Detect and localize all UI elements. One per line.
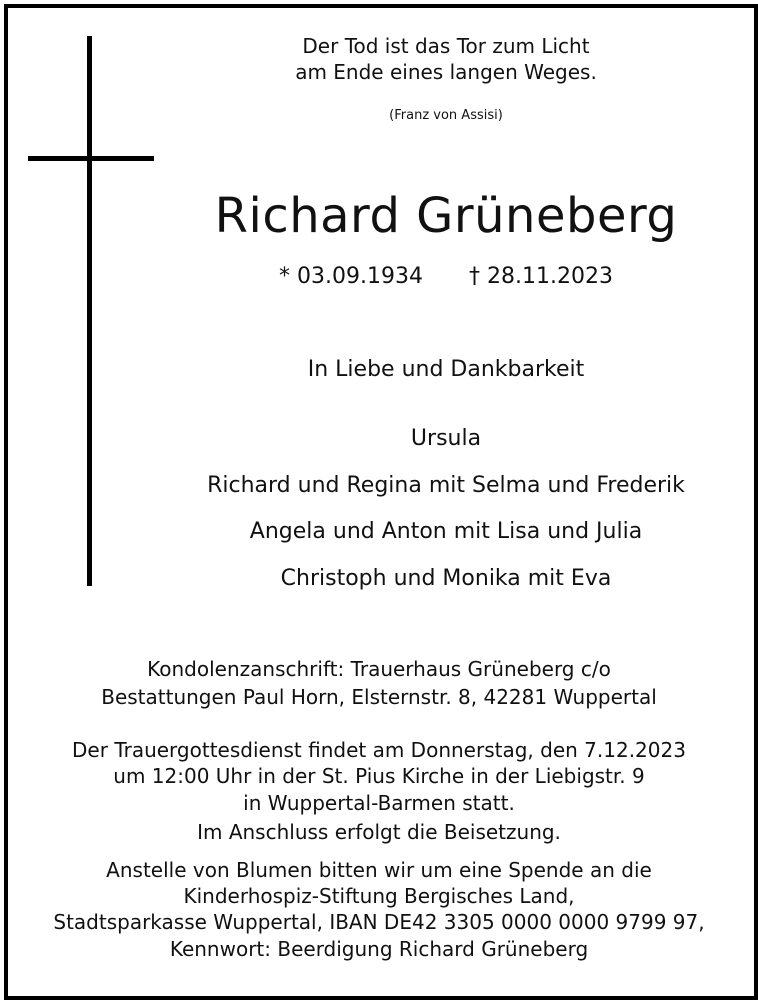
mourner-line: Richard und Regina mit Selma und Frederik [207, 473, 685, 498]
cross-horizontal-bar [28, 156, 154, 161]
service-info-line: in Wuppertal-Barmen statt. [243, 791, 515, 815]
condolence-address-line: Kondolenzanschrift: Trauerhaus Grüneberg c/o [147, 657, 611, 681]
quote-line-2: am Ende eines langen Weges. [295, 60, 597, 84]
donation-info-line: Kinderhospiz-Stiftung Bergisches Land, [183, 884, 575, 908]
condolence-address-line: Bestattungen Paul Horn, Elsternstr. 8, 42281 Wuppertal [101, 685, 657, 709]
service-info-line: Im Anschluss erfolgt die Beisetzung. [197, 820, 561, 844]
birth-date: * 03.09.1934 [279, 264, 423, 289]
service-info-line: um 12:00 Uhr in der St. Pius Kirche in der Liebigstr. 9 [113, 764, 645, 788]
quote-author: (Franz von Assisi) [389, 108, 503, 123]
cross-vertical-bar [87, 36, 92, 586]
dedication: In Liebe und Dankbarkeit [307, 357, 585, 382]
donation-info-line: Anstelle von Blumen bitten wir um eine Spende an die [106, 858, 652, 882]
donation-info-line: Stadtsparkasse Wuppertal, IBAN DE42 3305 0000 0000 9799 97, [53, 910, 705, 934]
service-info-line: Der Trauergottesdienst findet am Donnerstag, den 7.12.2023 [72, 738, 686, 762]
mourner-line: Angela und Anton mit Lisa und Julia [249, 519, 643, 544]
donation-info-line: Kennwort: Beerdigung Richard Grüneberg [169, 937, 589, 961]
life-dates [150, 264, 742, 289]
death-date: † 28.11.2023 [469, 264, 613, 289]
quote-line-1: Der Tod ist das Tor zum Licht [302, 34, 590, 58]
deceased-name: Richard Grüneberg [214, 188, 678, 244]
mourner-line: Christoph und Monika mit Eva [280, 566, 612, 591]
notice-border [4, 4, 758, 1000]
mourner-line: Ursula [410, 426, 482, 451]
